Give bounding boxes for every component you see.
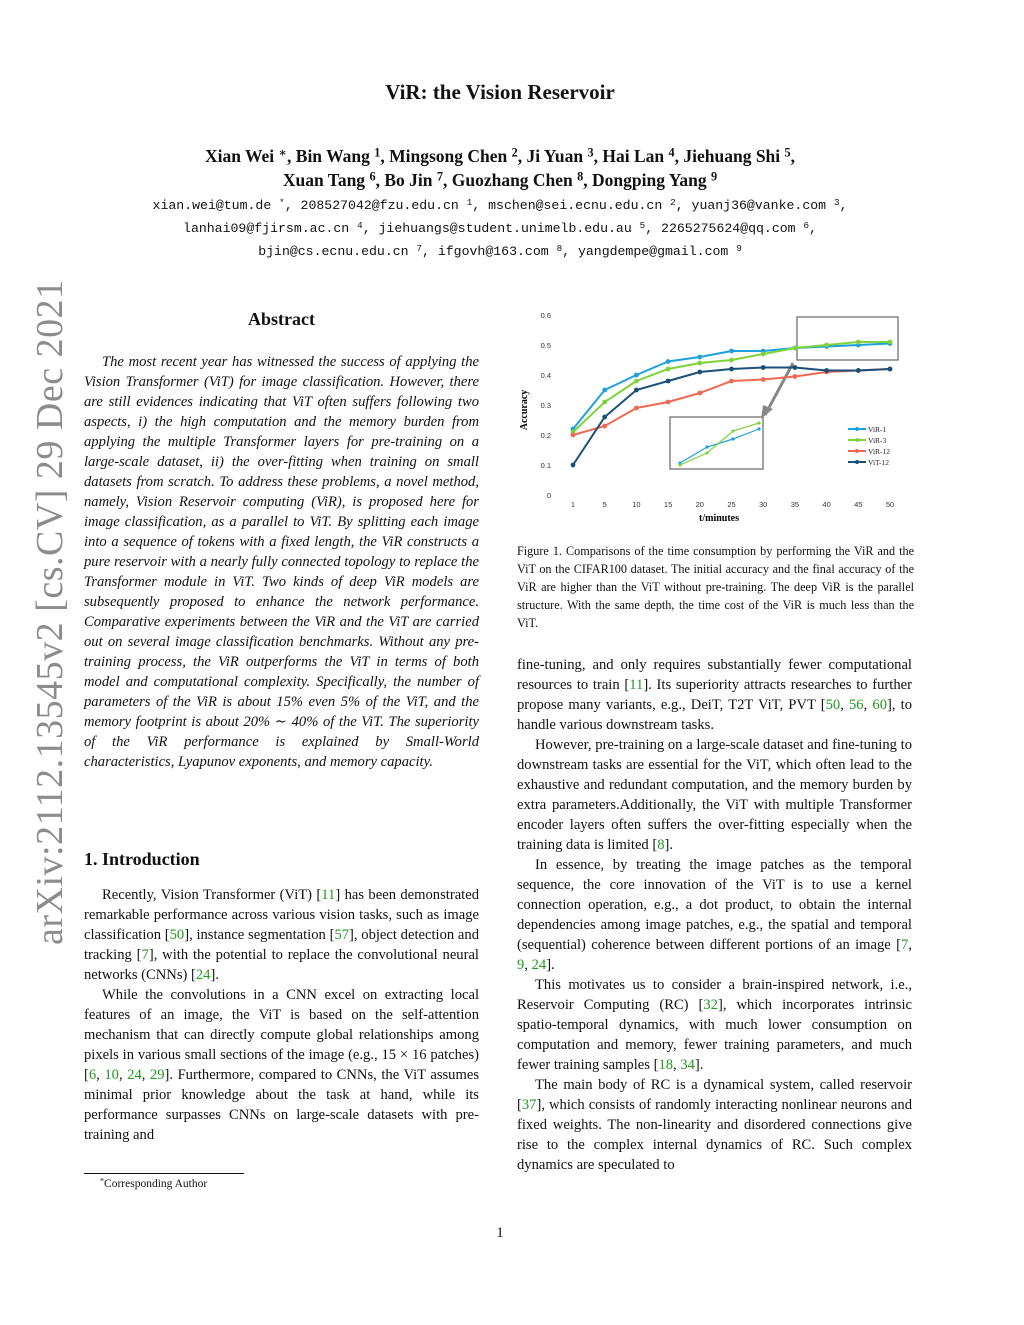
legend bbox=[848, 425, 890, 467]
x-tick-label: 50 bbox=[885, 500, 895, 509]
inset-point bbox=[705, 445, 708, 448]
data-point bbox=[697, 361, 702, 366]
y-tick-label: 0.1 bbox=[540, 461, 551, 470]
emails-line-2: lanhai09@fjirsm.ac.cn $^4$, jiehuangs@student.unimelb.edu.au $^5$, 2265275624@qq.com $^6$, bbox=[183, 219, 817, 236]
data-point bbox=[888, 340, 893, 345]
data-point bbox=[729, 367, 734, 372]
footnote: *Corresponding Author bbox=[100, 1176, 208, 1190]
data-point bbox=[634, 406, 639, 411]
x-tick-label: 15 bbox=[663, 500, 673, 509]
legend-entry: ViT-12 bbox=[868, 458, 889, 467]
inset-point bbox=[731, 429, 734, 432]
legend-marker bbox=[855, 449, 859, 453]
figure-caption: Figure 1. Comparisons of the time consumption by performing the ViR and the ViT on the CIFAR100 dataset. The initial accuracy and the final accuracy of the ViR are higher than the ViT without pre-training. The deep ViR is the parallel structure. With the same depth, the time cost of the ViR is much less than the ViT. bbox=[517, 544, 914, 630]
intro-paragraph-1: Recently, Vision Transformer (ViT) [11] has been demonstrated remarkable performance across various vision tasks, such as image classification [50], instance segmentation [57], object detection and tracking [7], with the potential to replace the convolutional neural networks (CNNs) [24]. bbox=[84, 887, 479, 983]
data-point bbox=[824, 343, 829, 348]
zoom-arrow-shaft bbox=[765, 363, 793, 415]
data-point bbox=[888, 367, 893, 372]
data-point bbox=[602, 388, 607, 393]
x-tick-label: 25 bbox=[727, 500, 736, 509]
inset-point bbox=[757, 427, 760, 430]
legend-marker bbox=[855, 438, 859, 442]
x-tick-label: 20 bbox=[695, 500, 704, 509]
inset-point bbox=[731, 437, 734, 440]
data-point bbox=[634, 379, 639, 384]
right-paragraph-1: fine-tuning, and only requires substantially fewer computational resources to train [11]. Its superiority attracts researches to further propose many variants, e.g., DeiT, T2T ViT, PVT [50, 56, 60], to handle various downstream tasks. bbox=[517, 657, 912, 733]
intro-text bbox=[84, 885, 479, 1145]
zoom-boxes bbox=[670, 317, 898, 469]
data-point bbox=[697, 355, 702, 360]
zoom-arrow-head bbox=[761, 405, 773, 419]
right-paragraph-5: The main body of RC is a dynamical system, called reservoir [37], which consists of randomly interacting nonlinear neurons and fixed weights. The non-linearity and disordered connections give rise to the complex internal dynamics of RC. Such complex dynamics are speculated to bbox=[517, 1077, 912, 1173]
y-tick-label: 0 bbox=[546, 491, 551, 500]
legend-marker bbox=[855, 460, 859, 464]
abstract-paragraph: The most recent year has witnessed the success of applying the Vision Transformer (ViT) for image classification. However, there are still evidences indicating that ViT often suffers following two aspects, i) the high computation and the memory burden from applying the multiple Transformer layers for pre-training on a large-scale dataset, ii) the over-fitting when training on small datasets from scratch. To address these problems, a novel method, namely, Vision Reservoir computing (ViR), is proposed here for image classification, as a parallel to ViT. By splitting each image into a sequence of tokens with a fixed length, the ViR constructs a pure reservoir with a nearly fully connected topology to replace the Transformer module in ViT. Two kinds of deep ViR models are subsequently proposed to enhance the network performance. Comparative experiments between the ViR and the ViT are carried out on several image classification benchmarks. Without any pre-training process, the ViR outperforms the ViT in terms of both model and computational complexity. Specifically, the number of parameters of the ViR is about 15% even 5% of the ViT, and the memory footprint is about 20% ∼ 40% of the ViT. The superiority of the ViR performance is explained by Small-World characteristics, Lyapunov exponents, and memory capacity. bbox=[84, 354, 479, 770]
inset-lines bbox=[678, 421, 760, 466]
x-tick-label: 10 bbox=[632, 500, 641, 509]
y-tick-label: 0.6 bbox=[540, 311, 551, 320]
x-tick-label: 45 bbox=[854, 500, 863, 509]
data-point bbox=[571, 433, 576, 438]
data-point bbox=[729, 358, 734, 363]
emails-line-1: xian.wei@tum.de *, 208527042@fzu.edu.cn $^1$, mschen@sei.ecnu.edu.cn $^2$, yuanj36@vanke.com $^3$, bbox=[152, 196, 848, 213]
data-point bbox=[729, 379, 734, 384]
zoom-box-end bbox=[797, 317, 898, 360]
x-tick-label: 30 bbox=[759, 500, 768, 509]
legend-entry: ViR-1 bbox=[868, 425, 887, 434]
legend-entry: ViR-12 bbox=[868, 447, 891, 456]
paper-title: ViR: the Vision Reservoir bbox=[385, 80, 615, 104]
legend-entry: ViR-3 bbox=[868, 436, 887, 445]
data-point bbox=[666, 400, 671, 405]
authors-line-2: Xuan Tang $^6$, Bo Jin $^7$, Guozhang Chen $^8$, Dongping Yang $^9$ bbox=[282, 169, 718, 190]
data-point bbox=[697, 391, 702, 396]
inset-line bbox=[680, 429, 759, 463]
data-point bbox=[729, 349, 734, 354]
emails-line-3: bjin@cs.ecnu.edu.cn $^7$, ifgovh@163.com $^8$, yangdempe@gmail.com $^9$ bbox=[258, 242, 742, 259]
right-paragraph-2: However, pre-training on a large-scale dataset and fine-tuning to downstream tasks are essential for the ViT, which often lead to the exhaustive and redundant computation, and the memory burden by extra parameters.Additionally, the ViT with multiple Transformer encoder layers often suffers the over-fitting especially when the training data is limited [8]. bbox=[517, 737, 912, 853]
inset-point bbox=[757, 421, 760, 424]
y-tick-labels bbox=[541, 311, 551, 500]
data-point bbox=[571, 463, 576, 468]
x-tick-labels bbox=[571, 500, 894, 509]
accuracy-chart bbox=[515, 305, 915, 535]
data-point bbox=[666, 379, 671, 384]
data-point bbox=[761, 365, 766, 370]
inset-point bbox=[678, 463, 681, 466]
y-tick-label: 0.2 bbox=[540, 431, 551, 440]
data-point bbox=[666, 367, 671, 372]
right-paragraph-3: In essence, by treating the image patches as the temporal sequence, the core innovation of the ViT is to use a kernel connection operation, e.g., a dot product, to obtain the internal dependencies among image patches, e.g., the spatial and temporal (sequential) coherence between different portions of an image [7, 9, 24]. bbox=[517, 857, 912, 973]
right-paragraph-4: This motivates us to consider a brain-inspired network, i.e., Reservoir Computing (RC) [32], which incorporates intrinsic spatio-temporal dynamics, with much lower consumption on computation and memory, fewer training parameters, and much fewer training samples [18, 34]. bbox=[517, 977, 912, 1073]
y-tick-label: 0.5 bbox=[540, 341, 551, 350]
inset-line bbox=[680, 423, 759, 465]
data-point bbox=[697, 370, 702, 375]
inset-point bbox=[705, 451, 708, 454]
data-point bbox=[793, 346, 798, 351]
data-point bbox=[824, 368, 829, 373]
data-point bbox=[634, 373, 639, 378]
data-point bbox=[793, 365, 798, 370]
x-tick-label: 1 bbox=[570, 500, 576, 509]
x-axis-label: t/minutes bbox=[699, 513, 739, 524]
authors-line-1: Xian Wei ∗, Bin Wang $^1$, Mingsong Chen $^2$, Ji Yuan $^3$, Hai Lan $^4$, Jiehuang Shi $^5$, bbox=[204, 145, 796, 166]
data-point bbox=[761, 352, 766, 357]
data-point bbox=[761, 377, 766, 382]
data-point bbox=[602, 415, 607, 420]
data-point bbox=[602, 400, 607, 405]
x-tick-label: 5 bbox=[602, 500, 607, 509]
y-axis-label: Accuracy bbox=[519, 389, 530, 431]
data-point bbox=[793, 374, 798, 379]
y-tick-label: 0.3 bbox=[540, 401, 551, 410]
abstract-text bbox=[84, 352, 479, 772]
data-point bbox=[666, 359, 671, 364]
x-tick-label: 35 bbox=[790, 500, 800, 509]
chart-svg bbox=[515, 305, 915, 530]
x-tick-label: 40 bbox=[822, 500, 831, 509]
abstract-heading: Abstract bbox=[248, 309, 315, 329]
series-line-vir-3 bbox=[573, 342, 890, 432]
arxiv-stamp: arXiv:2112.13545v2 [cs.CV] 29 Dec 2021 bbox=[29, 279, 71, 945]
right-column-text bbox=[517, 655, 912, 1175]
data-point bbox=[856, 368, 861, 373]
footnote-rule bbox=[84, 1173, 244, 1174]
legend-marker bbox=[855, 427, 859, 431]
data-point bbox=[856, 340, 861, 345]
data-point bbox=[602, 424, 607, 429]
data-point bbox=[634, 388, 639, 393]
intro-heading: 1. Introduction bbox=[84, 849, 200, 869]
intro-paragraph-2: While the convolutions in a CNN excel on extracting local features of an image, the ViT is based on the self-attention mechanism that can directly compute global relationships among pixels in various small sections of the image (e.g., 15 × 16 patches) [6, 10, 24, 29]. Furthermore, compared to CNNs, the ViT assumes minimal prior knowledge about the task at hand, while its performance surpasses CNNs on large-scale datasets with pre-training and bbox=[84, 987, 479, 1143]
y-tick-label: 0.4 bbox=[540, 371, 551, 380]
page-number: 1 bbox=[496, 1225, 504, 1241]
series-lines bbox=[571, 340, 893, 468]
